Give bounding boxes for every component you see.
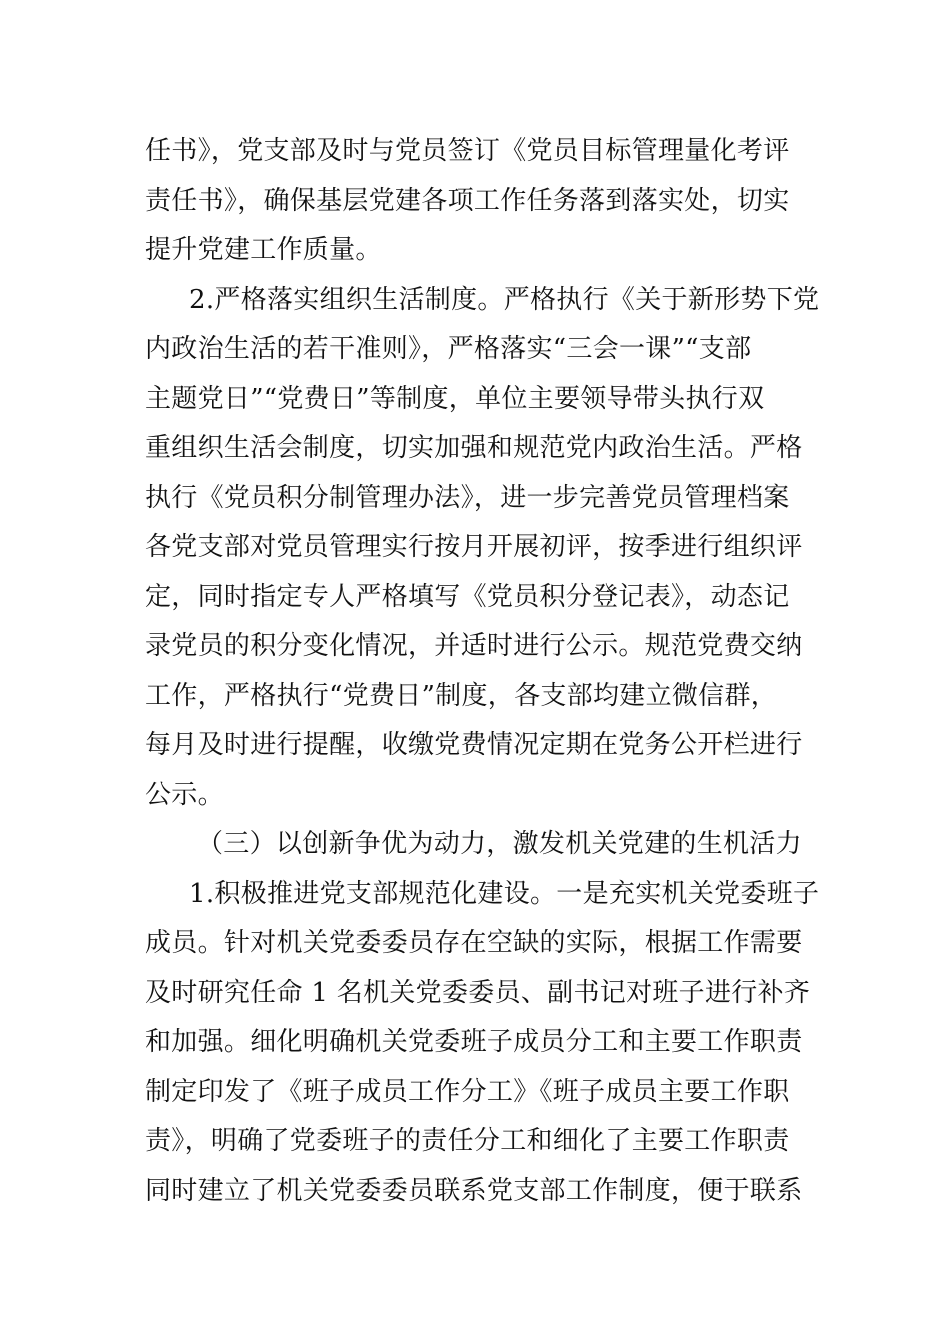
text-line: 同时建立了机关党委委员联系党支部工作制度，便于联系 bbox=[145, 1175, 803, 1206]
paragraph-start-line: 1.积极推进党支部规范化建设。一是充实机关党委班子 bbox=[189, 878, 820, 909]
text-line: 成员。针对机关党委委员存在空缺的实际，根据工作需要 bbox=[145, 928, 803, 958]
text-line: 责》，明确了党委班子的责任分工和细化了主要工作职责 bbox=[145, 1126, 790, 1156]
text-line: 及时研究任命 1 名机关党委委员、副书记对班子进行补齐 bbox=[145, 977, 811, 1008]
section-heading: （三）以创新争优为动力，激发机关党建的生机活力 bbox=[197, 829, 802, 859]
text-line: 责任书》，确保基层党建各项工作任务落到落实处，切实 bbox=[145, 185, 790, 216]
text-line: 每月及时进行提醒，收缴党费情况定期在党务公开栏进行 bbox=[145, 730, 803, 760]
text-line: 提升党建工作质量。 bbox=[145, 235, 382, 265]
text-line: 定，同时指定专人严格填写《党员积分登记表》，动态记 bbox=[145, 581, 790, 612]
text-line: 工作，严格执行“党费日”制度，各支部均建立微信群， bbox=[145, 680, 778, 711]
text-line: 公示。 bbox=[145, 779, 224, 810]
document-body bbox=[145, 127, 820, 1216]
paragraph-start-line: 2.严格落实组织生活制度。严格执行《关于新形势下党 bbox=[189, 284, 820, 315]
text-line: 执行《党员积分制管理办法》，进一步完善党员管理档案 bbox=[145, 482, 790, 513]
text-line: 内政治生活的若干准则》，严格落实“三会一课”“支部 bbox=[145, 334, 752, 364]
text-line: 和加强。细化明确机关党委班子成员分工和主要工作职责 bbox=[145, 1027, 803, 1057]
text-line: 任书》，党支部及时与党员签订《党员目标管理量化考评 bbox=[145, 136, 790, 166]
text-line: 制定印发了《班子成员工作分工》《班子成员主要工作职 bbox=[145, 1076, 790, 1107]
text-line: 重组织生活会制度，切实加强和规范党内政治生活。严格 bbox=[145, 433, 803, 463]
text-line: 录党员的积分变化情况，并适时进行公示。规范党费交纳 bbox=[145, 631, 803, 661]
text-line: 主题党日”“党费日”等制度，单位主要领导带头执行双 bbox=[145, 383, 765, 414]
text-line: 各党支部对党员管理实行按月开展初评，按季进行组织评 bbox=[145, 532, 803, 562]
